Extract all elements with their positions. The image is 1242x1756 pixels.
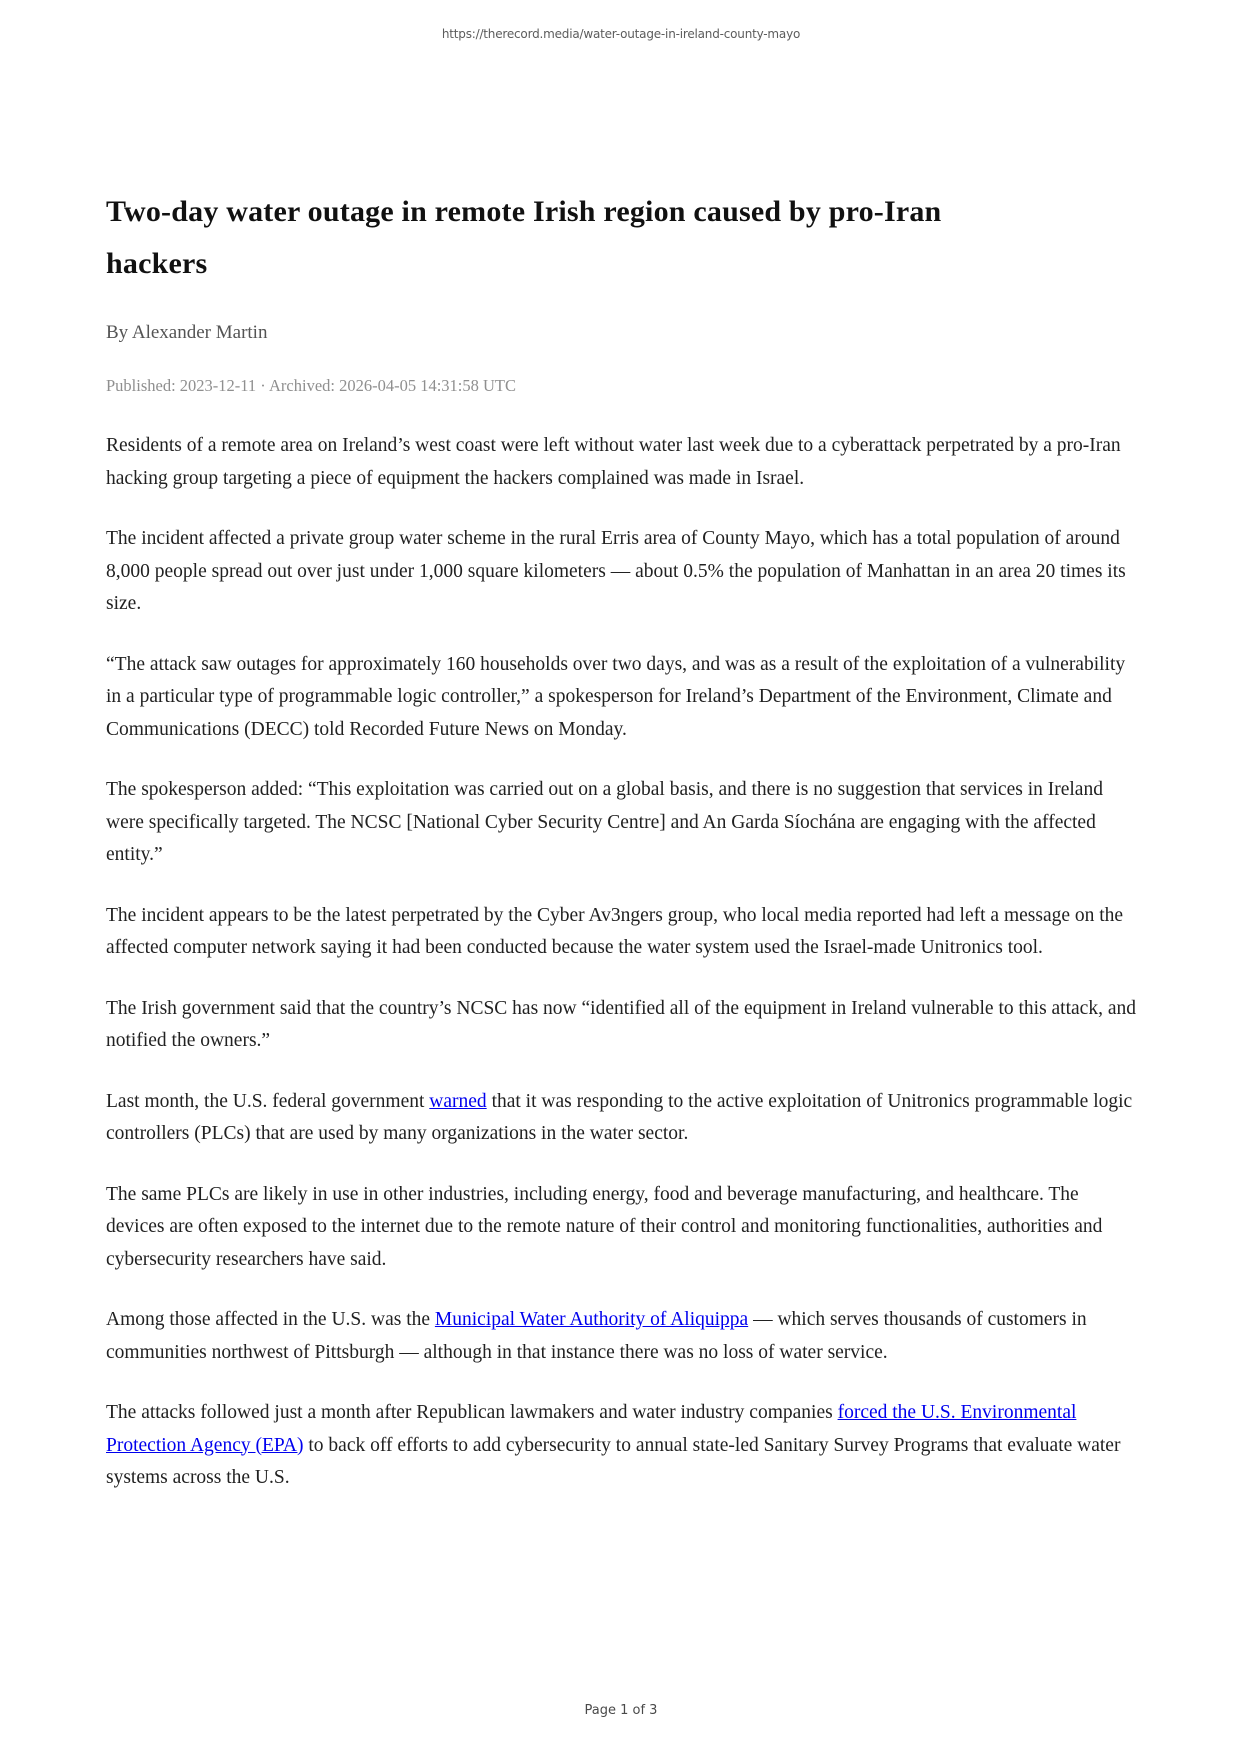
paragraph-10 xyxy=(106,1397,1136,1495)
paragraph-9 xyxy=(106,1304,1136,1369)
paragraph-1: Residents of a remote area on Ireland’s west coast were left without water last week due to a cyberattack perpetrated by a pro-Iran hacking group targeting a piece of equipment the hackers complained was made in Israel. xyxy=(106,435,1121,489)
paragraph-3: “The attack saw outages for approximately 160 households over two days, and was as a result of the exploitation of a vulnerability in a particular type of programmable logic controller,” a spokesperson for Ireland’s Department of the Environment, Climate and Communications (DECC) told Recorded Future News on Monday. xyxy=(106,653,1126,740)
paragraph-7 xyxy=(106,1086,1136,1151)
article-byline: By Alexander Martin xyxy=(106,322,268,343)
url-header: https://therecord.media/water-outage-in-ireland-county-mayo xyxy=(441,27,801,41)
page-number: Page 1 of 3 xyxy=(584,1703,658,1718)
article-title: Two-day water outage in remote Irish region caused by pro-Iran hackers xyxy=(106,195,942,280)
epa-forced-link[interactable]: forced the U.S. Environmental Protection Agency (EPA) xyxy=(106,1402,1077,1456)
paragraph-5: The incident appears to be the latest perpetrated by the Cyber Av3ngers group, who local media reported had left a message on the affected computer network saying it had been conducted because the water system used the Israel-made Unitronics tool. xyxy=(106,904,1124,958)
aliquippa-water-authority-link[interactable]: Municipal Water Authority of Aliquippa xyxy=(434,1309,749,1330)
article-meta: Published: 2023-12-11 · Archived: 2026-04-05 14:31:58 UTC xyxy=(106,376,517,395)
paragraph-9-text-before: Among those affected in the U.S. was the xyxy=(106,1309,435,1330)
paragraph-10-text-before: The attacks followed just a month after Republican lawmakers and water industry companies xyxy=(106,1402,838,1423)
paragraph-4: The spokesperson added: “This exploitation was carried out on a global basis, and there is no suggestion that services in Ireland were specifically targeted. The NCSC [National Cyber Security Centre] and An Garda Síochána are engaging with the affected entity.” xyxy=(106,779,1103,865)
paragraph-10-text-after: to back off efforts to add cybersecurity to annual state-led Sanitary Survey Programs that evaluate water systems across the U.S. xyxy=(106,1434,1121,1488)
paragraph-8: The same PLCs are likely in use in other industries, including energy, food and beverage manufacturing, and healthcare. The devices are often exposed to the internet due to the remote nature of their control and monitoring functionalities, authorities and cybersecurity researchers have said. xyxy=(106,1183,1103,1270)
warned-link[interactable]: warned xyxy=(429,1090,487,1112)
paragraph-9-text-after: — which serves thousands of customers in communities northwest of Pittsburgh — although in that instance there was no loss of water service. xyxy=(106,1309,1087,1363)
paragraph-7-text-before: Last month, the U.S. federal government xyxy=(106,1090,430,1112)
paragraph-7-text-after: that it was responding to the active exploitation of Unitronics programmable logic controllers (PLCs) that are used by many organizations in the water sector. xyxy=(106,1090,1133,1144)
paragraph-6: The Irish government said that the country’s NCSC has now “identified all of the equipment in Ireland vulnerable to this attack, and notified the owners.” xyxy=(106,997,1136,1051)
paragraph-2: The incident affected a private group water scheme in the rural Erris area of County Mayo, which has a total population of around 8,000 people spread out over just under 1,000 square kilometers — about 0.5% the population of Manhattan in an area 20 times its size. xyxy=(106,528,1126,614)
article xyxy=(106,0,1136,1523)
